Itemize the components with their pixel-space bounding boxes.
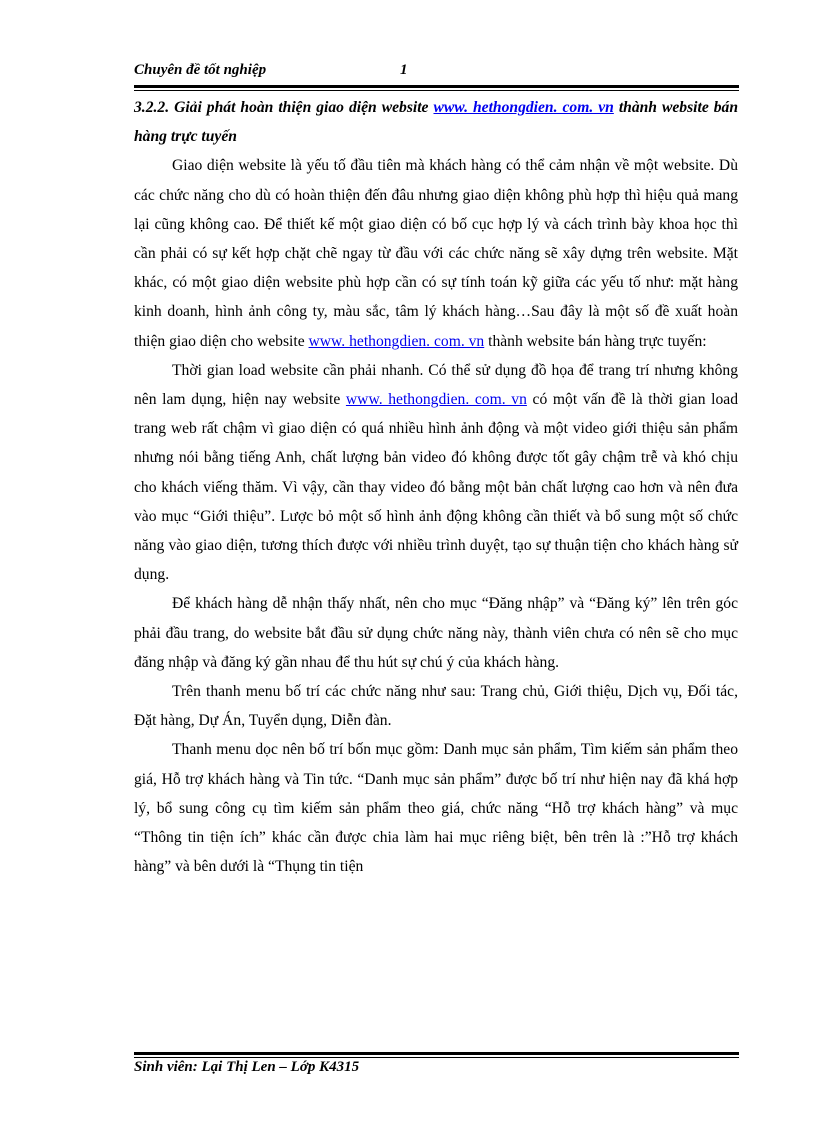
page-header — [134, 60, 738, 84]
paragraph-vertical-menu: Thanh menu dọc nên bố trí bốn mục gồm: Danh mục sản phẩm, Tìm kiếm sản phẩm theo giá, Hỗ trợ khách hàng và Tin tức. “Danh mục sản phẩm” được bố trí như hiện nay đã khá hợp lý, bổ sung công cụ tìm kiếm sản phẩm theo giá, chức năng “Hỗ trợ khách hàng” và mục “Thông tin tiện ích” khác cần được chia làm hai mục riêng biệt, bên trên là :”Hỗ trợ khách hàng” và bên dưới là “Thụng tin tiện — [134, 741, 738, 876]
header-divider — [134, 85, 739, 91]
paragraph-menu-bar: Trên thanh menu bố trí các chức năng như sau: Trang chủ, Giới thiệu, Dịch vụ, Đối tác, Đặt hàng, Dự Án, Tuyển dụng, Diễn đàn. — [134, 683, 738, 730]
website-link[interactable]: www. hethongdien. com. vn — [308, 332, 485, 350]
section-heading — [134, 93, 738, 151]
footer-divider — [134, 1052, 739, 1058]
paragraph-text: thành website bán hàng trực tuyến: — [484, 332, 707, 350]
paragraph-load-time — [134, 356, 738, 590]
paragraph-interface-intro — [134, 151, 738, 355]
heading-website-link[interactable]: www. hethongdien. com. vn — [433, 99, 614, 116]
page-number: 1 — [400, 62, 408, 78]
page-footer: Sinh viên: Lại Thị Len – Lớp K4315 — [134, 1059, 360, 1075]
heading-prefix: 3.2.2. Giải phát hoàn thiện giao diện website — [134, 99, 434, 116]
paragraph-text: Thời gian load website cần phải nhanh. Có thể sử dụng đồ họa để trang trí nhưng không nên lam dụng, hiện nay website — [134, 361, 738, 409]
document-title: Chuyên đề tốt nghiệp — [134, 62, 267, 78]
website-link[interactable]: www. hethongdien. com. vn — [345, 391, 527, 409]
paragraph-text: có một vấn đề là thời gian load trang web rất chậm vì giao diện có quá nhiều hình ảnh động và một video giới thiệu sản phẩm nhưng nói bằng tiếng Anh, chất lượng bản video đó không được tốt gây chậm trễ và khó chịu cho khách viếng thăm. Vì vậy, cần thay video đó bằng một bản chất lượng cao hơn và nên đưa vào mục “Giới thiệu”. Lược bỏ một số hình ảnh động không cần thiết và bổ sung một số chức năng vào giao diện, tương thích được với nhiều trình duyệt, tạo sự thuận tiện cho khách hàng sử dụng. — [134, 391, 738, 584]
heading-suffix: thành website bán hàng trực tuyến — [134, 99, 739, 146]
paragraph-login-register: Để khách hàng dễ nhận thấy nhất, nên cho mục “Đăng nhập” và “Đăng ký” lên trên góc phải đầu trang, do website bắt đầu sử dụng chức năng này, thành viên chưa có nên sẽ cho mục đăng nhập và đăng ký gần nhau để thu hút sự chú ý của khách hàng. — [134, 595, 738, 671]
document-body — [134, 93, 738, 881]
paragraph-text: Giao diện website là yếu tố đầu tiên mà khách hàng có thể cảm nhận về một website. Dù các chức năng cho dù có hoàn thiện đến đâu nhưng giao diện không phù hợp thì hiệu quả mang lại cũng không cao. Để thiết kế một giao diện có bố cục hợp lý và cách trình bày khoa học thì cần phải có sự kết hợp chặt chẽ ngay từ đầu với các chức năng sẽ xây dựng trên website. Mặt khác, có một giao diện website phù hợp cần có sự tính toán kỹ giữa các yếu tố như: mặt hàng kinh doanh, hình ảnh công ty, màu sắc, tâm lý khách hàng…Sau đây là một số đề xuất hoàn thiện giao diện cho website — [134, 157, 738, 350]
